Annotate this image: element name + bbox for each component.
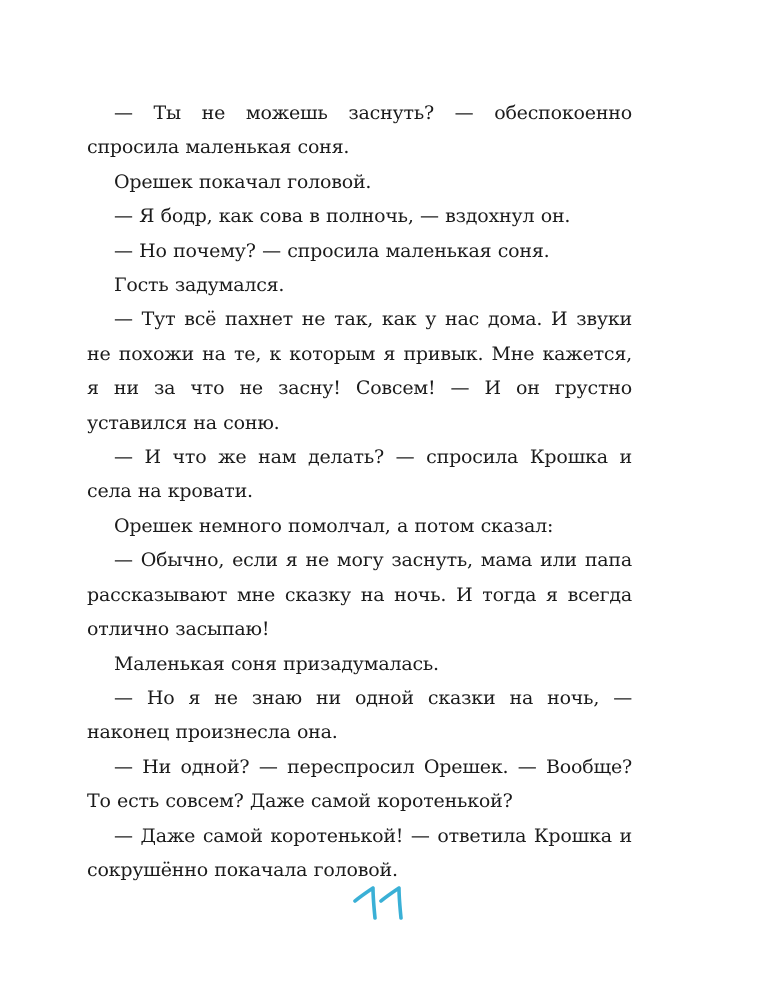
- paragraph: Орешек покачал головой.: [114, 170, 372, 193]
- paragraph: Маленькая соня призадумалась.: [114, 652, 439, 675]
- paragraph: — Ты не можешь заснуть? — обеспокоенно спросила маленькая соня.: [87, 102, 632, 159]
- page-number-strokes: [355, 888, 401, 918]
- page-number-glyphs: [350, 884, 410, 924]
- page-number-text: 11: [379, 914, 380, 915]
- page-number: [0, 884, 759, 929]
- paragraph: — Обычно, если я не могу заснуть, мама или папа рассказывают мне сказку на ночь. И тогда я всегда отлично засыпаю!: [87, 549, 632, 641]
- paragraph: — Даже самой коротенькой! — ответила Крошка и сокрушённо покачала головой.: [87, 824, 632, 881]
- paragraph: Гость задумался.: [114, 274, 285, 297]
- paragraph: — Но почему? — спросила маленькая соня.: [114, 239, 550, 262]
- paragraph: — И что же нам делать? — спросила Крошка и села на кровати.: [87, 446, 632, 503]
- paragraph: — Я бодр, как сова в полночь, — вздохнул он.: [114, 205, 571, 228]
- paragraph: Орешек немного помолчал, а потом сказал:: [114, 514, 554, 537]
- paragraph: — Ни одной? — переспросил Орешек. — Вообще? То есть совсем? Даже самой коротенькой?: [87, 755, 632, 813]
- paragraph: — Но я не знаю ни одной сказки на ночь, — наконец произнесла она.: [87, 686, 632, 744]
- paragraph: — Тут всё пахнет не так, как у нас дома. И звуки не похожи на те, к которым я привык. Мне кажется, я ни за что не засну! Совсем! — И он грустно уставился на соню.: [87, 308, 632, 434]
- page-text: [87, 96, 632, 887]
